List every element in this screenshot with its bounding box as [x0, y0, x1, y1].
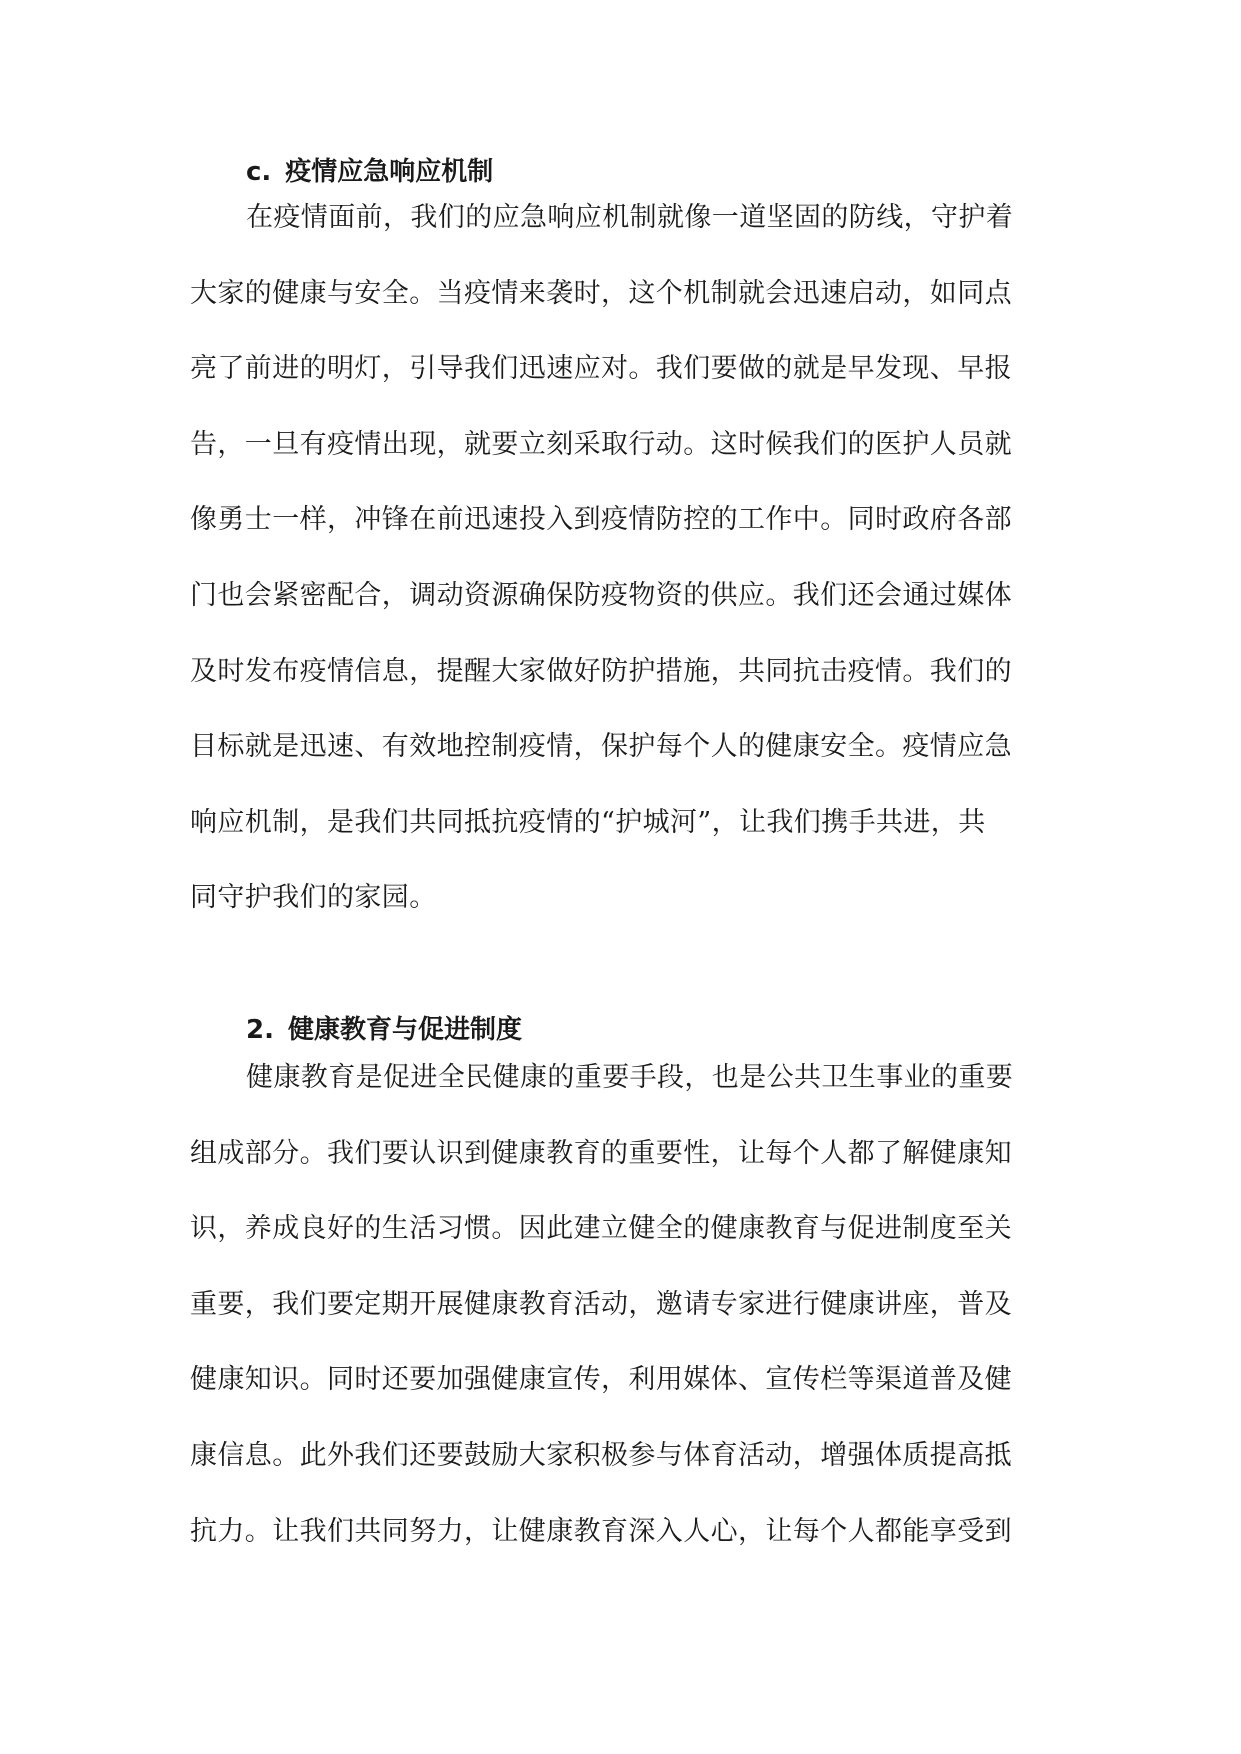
- paragraph-line: 识，养成良好的生活习惯。因此建立健全的健康教育与促进制度至关: [190, 1213, 1012, 1245]
- paragraph-health-education: [190, 1058, 1054, 1587]
- paragraph-line: 亮了前进的明灯，引导我们迅速应对。我们要做的就是早发现、早报: [190, 353, 1012, 385]
- paragraph-line: 康信息。此外我们还要鼓励大家积极参与体育活动，增强体质提高抵: [190, 1439, 1012, 1471]
- paragraph-line: 在疫情面前，我们的应急响应机制就像一道坚固的防线，守护着: [246, 202, 1014, 233]
- paragraph-line: 及时发布疫情信息，提醒大家做好防护措施，共同抗击疫情。我们的: [190, 655, 1012, 687]
- paragraph-line: 同守护我们的家园。: [190, 882, 437, 914]
- section-heading-c: [246, 152, 493, 192]
- section-title: 疫情应急响应机制: [285, 157, 494, 187]
- paragraph-line: 目标就是迅速、有效地控制疫情，保护每个人的健康安全。疫情应急: [190, 731, 1012, 763]
- paragraph-line: 抗力。让我们共同努力，让健康教育深入人心，让每个人都能享受到: [190, 1515, 1012, 1547]
- paragraph-line: 组成部分。我们要认识到健康教育的重要性，让每个人都了解健康知: [190, 1137, 1012, 1169]
- paragraph-line: 健康知识。同时还要加强健康宣传，利用媒体、宣传栏等渠道普及健: [190, 1364, 1012, 1396]
- paragraph-line: 重要，我们要定期开展健康教育活动，邀请专家进行健康讲座，普及: [190, 1288, 1012, 1320]
- paragraph-line: 告，一旦有疫情出现，就要立刻采取行动。这时候我们的医护人员就: [190, 428, 1012, 460]
- paragraph-line: 像勇士一样，冲锋在前迅速投入到疫情防控的工作中。同时政府各部: [190, 504, 1012, 536]
- paragraph-line: 门也会紧密配合，调动资源确保防疫物资的供应。我们还会通过媒体: [190, 579, 1012, 611]
- paragraph-emergency-response: [190, 198, 1054, 954]
- paragraph-line: 大家的健康与安全。当疫情来袭时，这个机制就会迅速启动，如同点: [190, 277, 1012, 309]
- paragraph-line: 健康教育是促进全民健康的重要手段，也是公共卫生事业的重要: [246, 1062, 1014, 1093]
- section-number: c.: [246, 157, 272, 187]
- section-heading-2: [246, 1010, 522, 1050]
- paragraph-line: 响应机制，是我们共同抵抗疫情的“护城河”，让我们携手共进，共: [190, 806, 986, 838]
- section-title: 健康教育与促进制度: [287, 1015, 522, 1045]
- section-number: 2.: [246, 1015, 274, 1045]
